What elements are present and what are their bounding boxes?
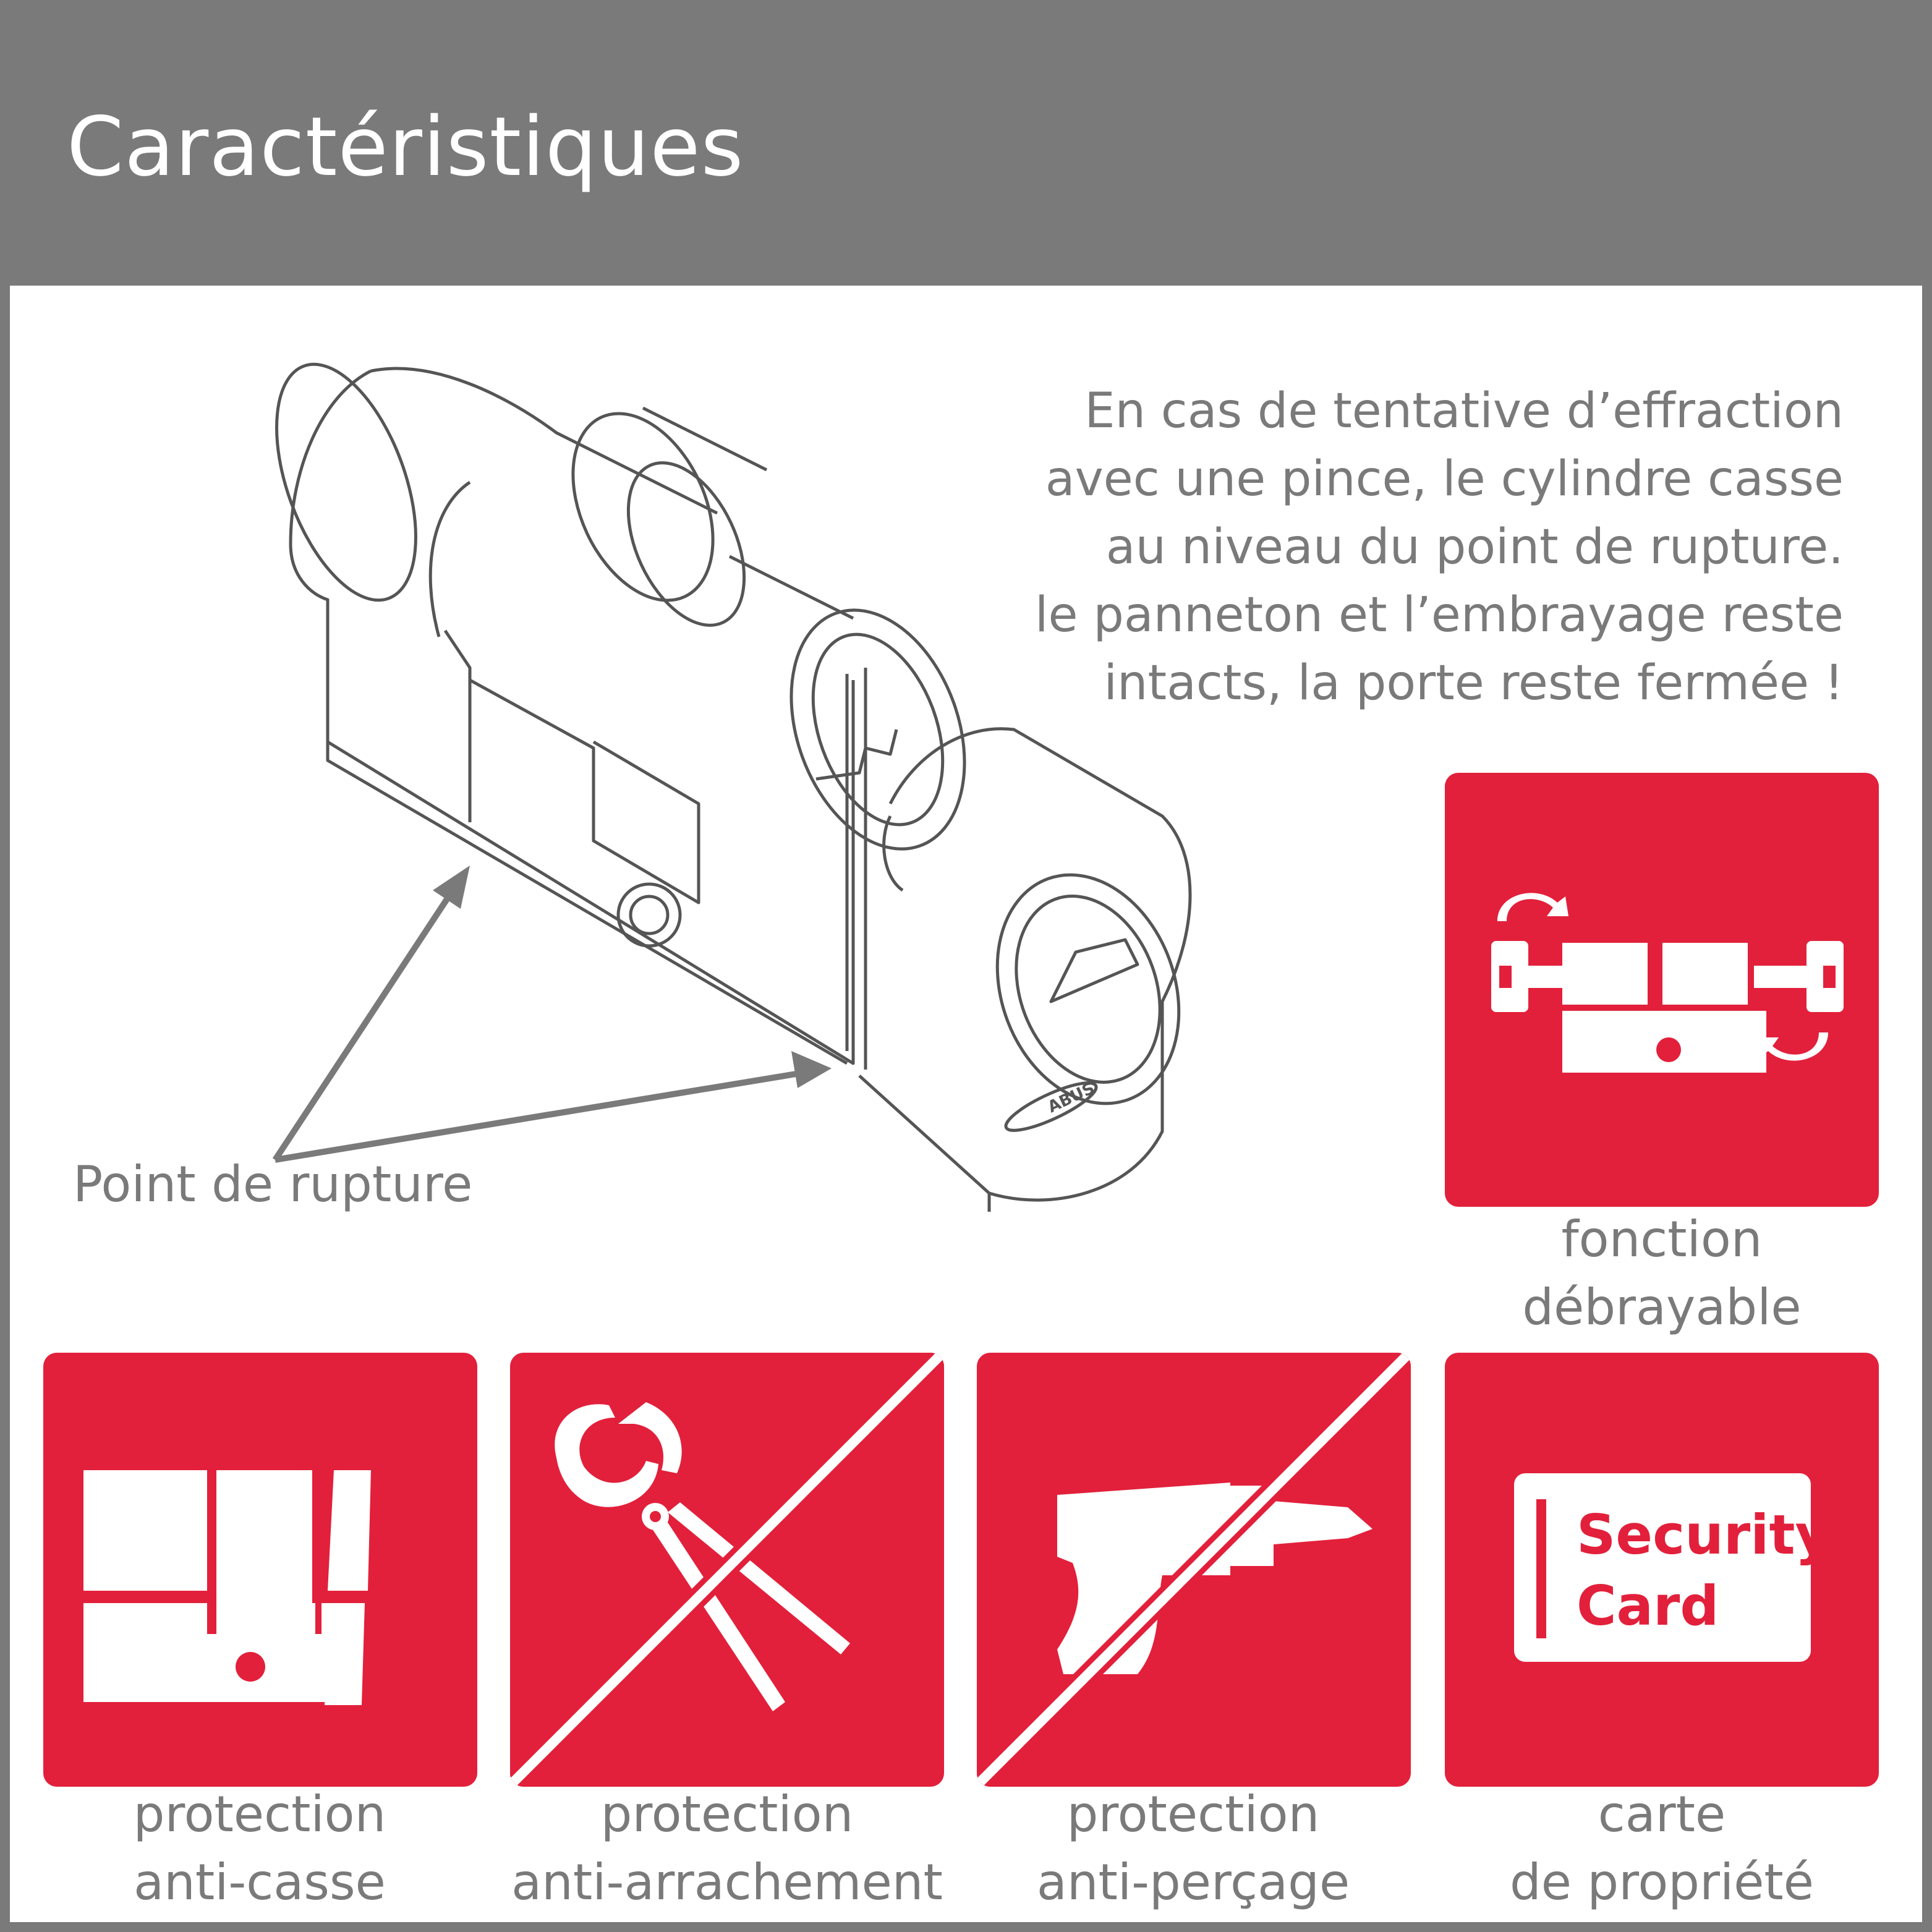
security-card-tile: [1445, 1353, 1879, 1787]
caption-line: anti-perçage: [1036, 1853, 1350, 1911]
freewheel-cylinder-icon: [1445, 773, 1879, 1207]
caption-line: protection: [133, 1785, 386, 1843]
caption-line: protection: [1066, 1785, 1320, 1843]
page-title: Caractéristiques: [67, 100, 744, 195]
caption-anti-casse: [25, 1781, 495, 1917]
drill-crossed-icon: [977, 1353, 1411, 1787]
anti-casse-tile: [43, 1353, 477, 1787]
caption-line: anti-arrachement: [511, 1853, 943, 1911]
caption-line: fonction: [1561, 1211, 1763, 1268]
rupture-point-label: Point de rupture: [73, 1155, 473, 1213]
card-text-line: Card: [1577, 1574, 1719, 1638]
freewheel-tile: [1445, 773, 1879, 1207]
card-text-line: Security: [1577, 1503, 1831, 1567]
description-line: En cas de tentative d’effraction: [1084, 383, 1844, 439]
description-line: avec une pince, le cylindre casse: [1045, 451, 1844, 507]
cylinder-break-icon: [43, 1353, 477, 1787]
caption-anti-arrachement: [492, 1781, 962, 1917]
caption-anti-percage: [958, 1781, 1428, 1917]
description-line: le panneton et l’embrayage reste: [1034, 587, 1844, 643]
caption-line: carte: [1598, 1785, 1726, 1843]
caption-line: protection: [600, 1785, 854, 1843]
caption-security-card: [1427, 1781, 1897, 1917]
anti-arrachement-tile: [510, 1353, 944, 1787]
brand-mark: ABUS: [1045, 1079, 1098, 1117]
anti-percage-tile: [977, 1353, 1411, 1787]
description-line: au niveau du point de rupture.: [1105, 519, 1844, 575]
caption-line: débrayable: [1522, 1279, 1802, 1336]
description-line: intacts, la porte reste fermée !: [1104, 655, 1844, 711]
caption-line: de propriété: [1510, 1853, 1814, 1911]
security-card-icon: [1445, 1353, 1879, 1787]
caption-freewheel: [1427, 1206, 1897, 1342]
caption-line: anti-casse: [134, 1853, 386, 1911]
description-text: [927, 377, 1844, 717]
pliers-crossed-icon: [510, 1353, 944, 1787]
